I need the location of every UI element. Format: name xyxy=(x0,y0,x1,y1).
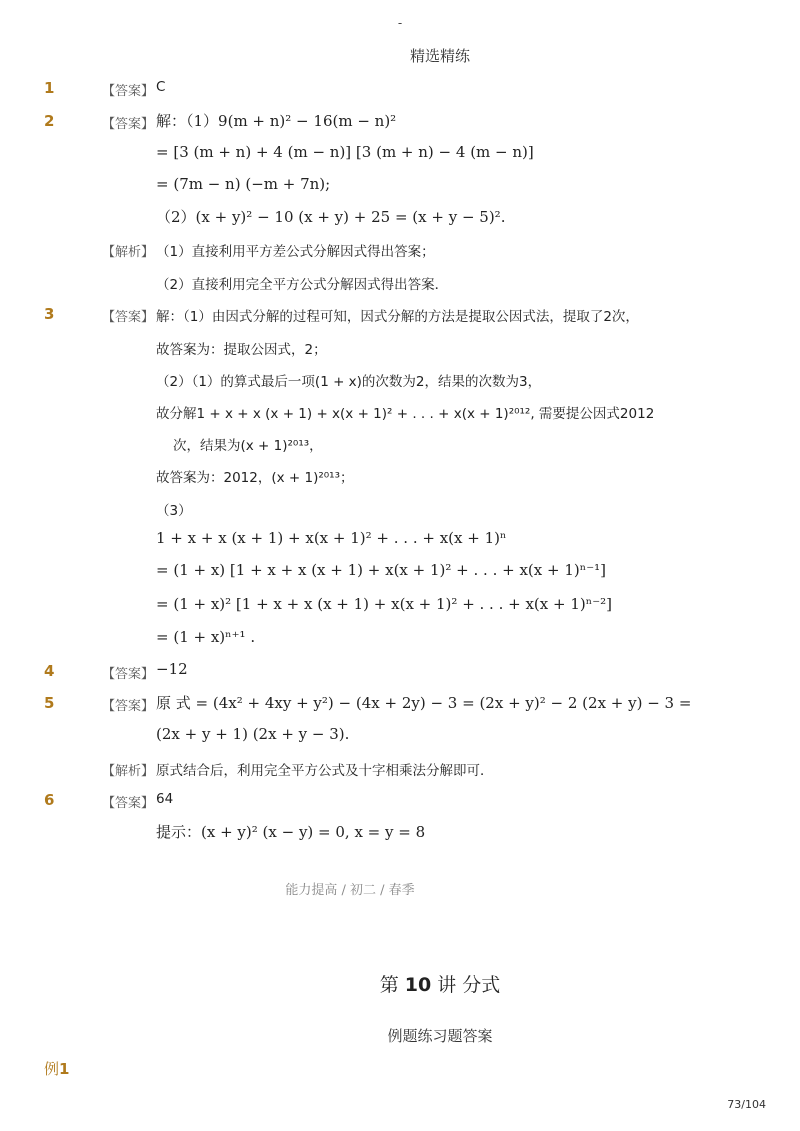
derivation-line: = (1 + x)ⁿ⁺¹ . xyxy=(156,628,256,646)
answer-tag: 【答案】 xyxy=(102,667,155,682)
answer-text: 64 xyxy=(156,791,174,807)
derivation-line: 1 + x + x (x + 1) + x(x + 1)² + . . . + x(x + 1)ⁿ xyxy=(156,529,507,547)
answer-line: （2）（1）的算式最后一项(1 + x)的次数为2，结果的次数为3， xyxy=(156,374,542,390)
item-number-6: 6 xyxy=(44,791,55,809)
item-number-5: 5 xyxy=(44,694,55,712)
answer-line: 故答案为：2012，(x + 1)²⁰¹³； xyxy=(156,470,354,486)
answer-line: 解：（1）9(m + n)² − 16(m − n)² xyxy=(156,112,397,130)
example-label xyxy=(44,1058,69,1079)
example-word: 例 xyxy=(44,1060,60,1078)
section-title: 精选精练 xyxy=(409,47,470,65)
item-number-1: 1 xyxy=(44,79,55,97)
answer-line: 原 式 = (4x² + 4xy + y²) − (4x + 2y) − 3 = (2x + y)² − 2 (2x + y) − 3 = xyxy=(156,694,692,712)
item-number-2: 2 xyxy=(44,112,55,130)
answer-tag: 【答案】 xyxy=(102,796,155,811)
answer-line: = [3 (m + n) + 4 (m − n)] [3 (m + n) − 4 (m − n)] xyxy=(156,143,534,161)
analysis-tag: 【解析】 xyxy=(102,245,155,260)
item-number-3: 3 xyxy=(44,305,55,323)
answer-text: −12 xyxy=(156,660,188,678)
analysis-line: （2）直接利用完全平方公式分解因式得出答案． xyxy=(156,277,449,293)
analysis-line: （1）直接利用平方差公式分解因式得出答案； xyxy=(156,244,435,260)
analysis-line: 原式结合后，利用完全平方公式及十字相乘法分解即可． xyxy=(156,763,494,779)
answer-tag: 【答案】 xyxy=(102,84,155,99)
running-footer: 能力提高 / 初二 / 春季 xyxy=(285,883,415,898)
derivation-line: = (1 + x) [1 + x + x (x + 1) + x(x + 1)² + . . . + x(x + 1)ⁿ⁻¹] xyxy=(156,561,606,579)
lecture-title xyxy=(0,970,800,997)
derivation-line: = (1 + x)² [1 + x + x (x + 1) + x(x + 1)² + . . . + x(x + 1)ⁿ⁻²] xyxy=(156,595,613,613)
answer-line: 故分解1 + x + x (x + 1) + x(x + 1)² + . . . + x(x + 1)²⁰¹², 需要提公因式2012 xyxy=(156,406,655,422)
answer-tag: 【答案】 xyxy=(102,310,155,325)
answer-line: 次，结果为(x + 1)²⁰¹³， xyxy=(173,438,323,454)
hint-line: 提示：(x + y)² (x − y) = 0, x = y = 8 xyxy=(156,823,426,841)
answer-line: 故答案为：提取公因式，2； xyxy=(156,342,327,358)
answer-text: C xyxy=(156,79,166,95)
page-number: 73/104 xyxy=(727,1098,766,1111)
item-number-4: 4 xyxy=(44,662,55,680)
answer-line: 解：（1）由因式分解的过程可知，因式分解的方法是提取公因式法，提取了2次， xyxy=(156,309,639,325)
analysis-tag: 【解析】 xyxy=(102,764,155,779)
example-number: 1 xyxy=(59,1060,70,1078)
answers-title: 例题练习题答案 xyxy=(387,1027,493,1045)
answer-line: (2x + y + 1) (2x + y − 3). xyxy=(156,725,350,743)
answer-line: （2）(x + y)² − 10 (x + y) + 25 = (x + y − 5)². xyxy=(156,208,506,226)
answer-tag: 【答案】 xyxy=(102,117,155,132)
header-mark: - xyxy=(397,16,403,30)
answer-tag: 【答案】 xyxy=(102,699,155,714)
lecture-suffix: 讲 分式 xyxy=(437,974,501,996)
lecture-number: 10 xyxy=(404,974,432,996)
answer-line: （3） xyxy=(156,503,192,519)
lecture-prefix: 第 xyxy=(379,974,399,996)
answer-line: = (7m − n) (−m + 7n); xyxy=(156,175,331,193)
